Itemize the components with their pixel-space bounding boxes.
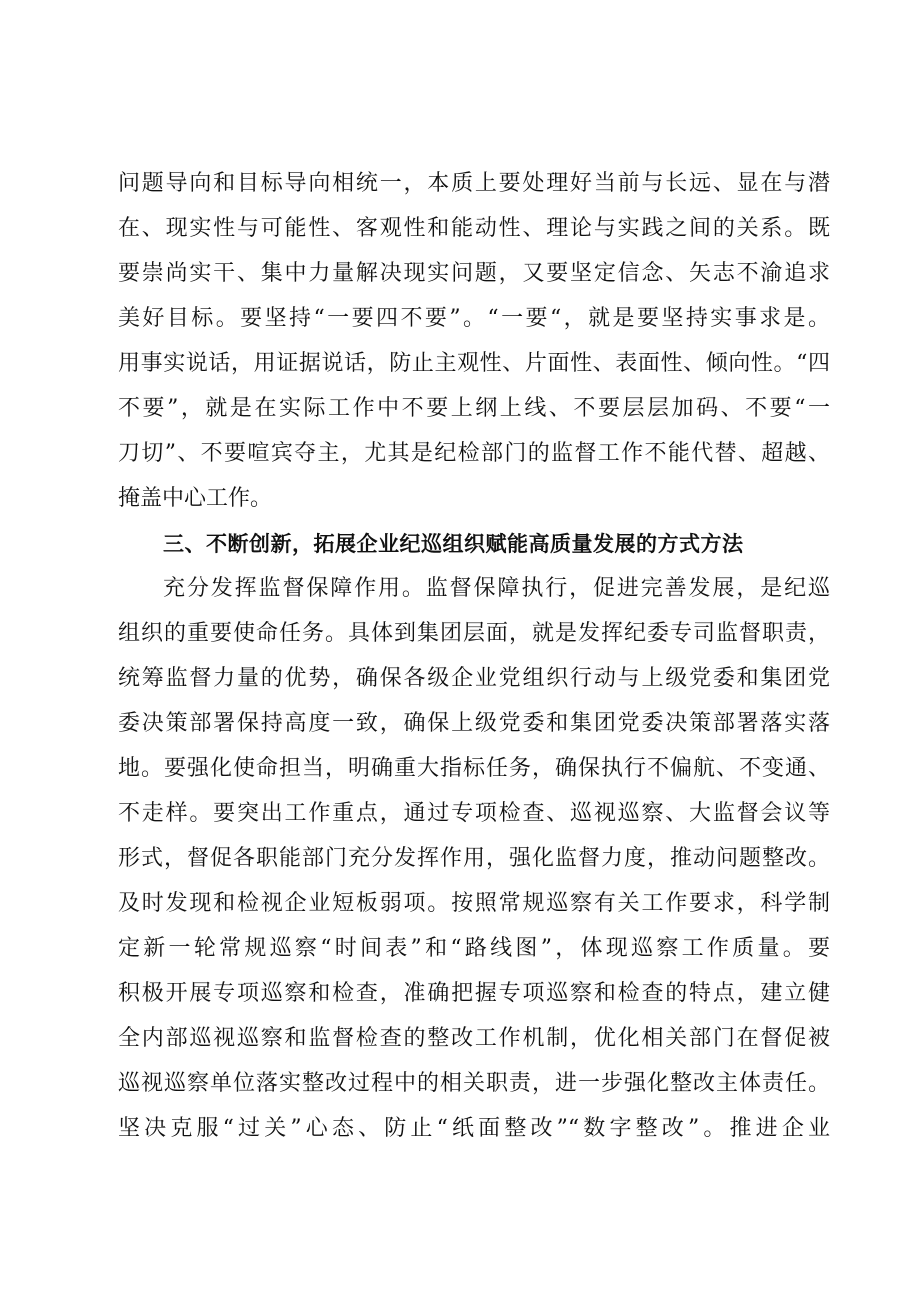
paragraph-line: 充分发挥监督保障作用。监督保障执行，促进完善发展，是纪巡 <box>163 576 830 601</box>
paragraph-line: 统筹监督力量的优势，确保各级企业党组织行动与上级党委和集团党 <box>118 666 830 691</box>
paragraph-line: 要崇尚实干、集中力量解决现实问题，又要坚定信念、矢志不渝追求 <box>118 261 830 286</box>
paragraph-line: 全内部巡视巡察和监督检查的整改工作机制，优化相关部门在督促被 <box>118 1026 830 1051</box>
paragraph-line: 定新一轮常规巡察“时间表”和“路线图”，体现巡察工作质量。要 <box>118 936 830 961</box>
paragraph-line: 不走样。要突出工作重点，通过专项检查、巡视巡察、大监督会议等 <box>118 801 830 826</box>
paragraph-line: 在、现实性与可能性、客观性和能动性、理论与实践之间的关系。既 <box>118 216 830 241</box>
paragraph-line: 用事实说话，用证据说话，防止主观性、片面性、表面性、倾向性。“四 <box>118 351 830 376</box>
section-heading: 三、不断创新，拓展企业纪巡组织赋能高质量发展的方式方法 <box>163 532 744 556</box>
paragraph-line: 形式，督促各职能部门充分发挥作用，强化监督力度，推动问题整改。 <box>118 846 830 871</box>
paragraph-line: 问题导向和目标导向相统一，本质上要处理好当前与长远、显在与潜 <box>118 171 830 196</box>
paragraph-line: 巡视巡察单位落实整改过程中的相关职责，进一步强化整改主体责任。 <box>118 1071 830 1096</box>
paragraph-line: 组织的重要使命任务。具体到集团层面，就是发挥纪委专司监督职责， <box>118 621 830 646</box>
paragraph-line: 委决策部署保持高度一致，确保上级党委和集团党委决策部署落实落 <box>118 711 830 736</box>
paragraph-line: 积极开展专项巡察和检查，准确把握专项巡察和检查的特点，建立健 <box>118 981 830 1006</box>
paragraph-line: 掩盖中心工作。 <box>118 486 273 511</box>
paragraph-line: 不要”，就是在实际工作中不要上纲上线、不要层层加码、不要“一 <box>118 396 830 421</box>
paragraph-line: 地。要强化使命担当，明确重大指标任务，确保执行不偏航、不变通、 <box>118 756 830 781</box>
paragraph-line: 坚决克服“过关”心态、防止“纸面整改”“数字整改”。推进企业 <box>118 1116 830 1141</box>
paragraph-line: 美好目标。要坚持“一要四不要”。“一要“，就是要坚持实事求是。 <box>118 306 830 331</box>
paragraph-line: 及时发现和检视企业短板弱项。按照常规巡察有关工作要求，科学制 <box>118 891 830 916</box>
paragraph-line: 刀切”、不要喧宾夺主，尤其是纪检部门的监督工作不能代替、超越、 <box>118 441 830 466</box>
